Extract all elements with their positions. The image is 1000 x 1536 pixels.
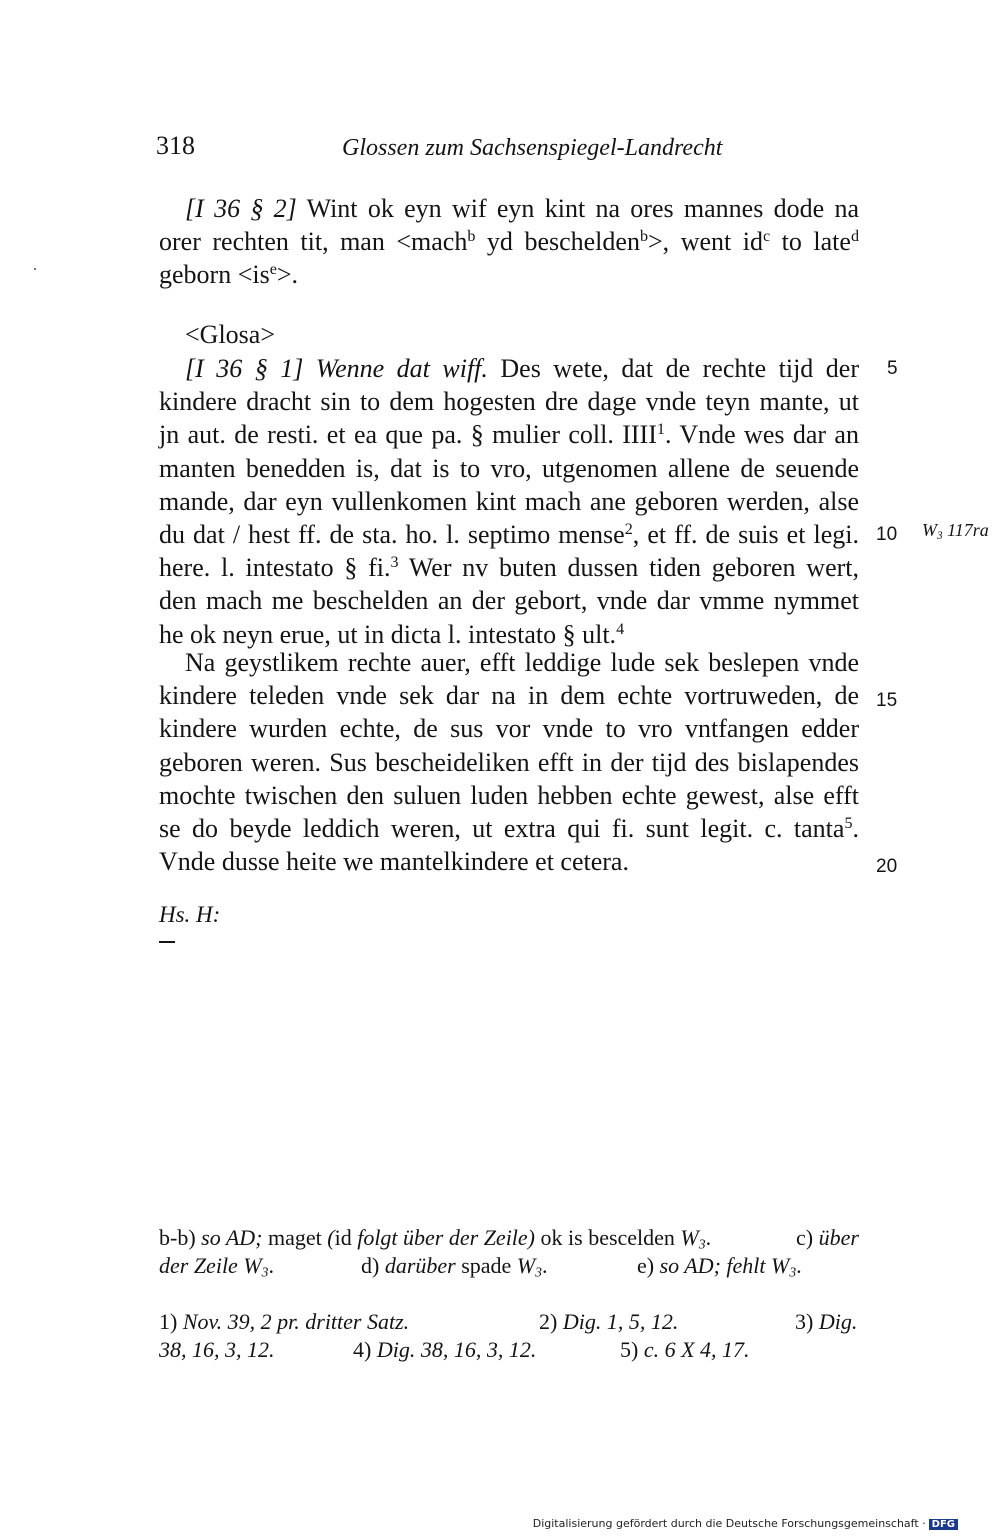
- line-number: 20: [876, 856, 898, 877]
- apparatus-mark: e: [269, 261, 277, 279]
- lemma-paragraph: [159, 192, 859, 292]
- digitization-credit: Digitalisierung gefördert durch die Deutsche Forschungsgemeinschaft · DFG: [533, 1517, 958, 1530]
- gloss-line: [I 36 § 1] Wenne dat wiff. Des wete, dat de rechte tijd der: [185, 354, 859, 383]
- glosa-heading-block: [159, 318, 859, 351]
- apparatus-mark: b: [639, 228, 649, 246]
- lemma-line: [I 36 § 2] Wint ok eyn wif eyn kint na ores mannes dode na: [185, 194, 859, 223]
- gloss-line: manten benedden is, dat is to vro, utgenomen allene de seuende: [159, 453, 859, 483]
- gloss-paragraph-2: [159, 646, 859, 878]
- footnote-ref: 3: [390, 554, 399, 572]
- gloss-reference: [I 36 § 1]: [185, 354, 304, 383]
- footnote-ref: 5: [844, 815, 853, 833]
- lemma-line: orer rechten tit, man <mach$^b$ yd beschelden$^b$>, went $id^c$ to late$^d$: [159, 227, 859, 257]
- gloss-line: mochte twischen den suluen luden hebben echte gewest, alse efft: [159, 780, 859, 810]
- apparatus-mark: c: [762, 228, 771, 246]
- gloss-line: jn aut. de resti. et ea que pa. § mulier coll. IIII$^1$. Vnde wes dar an: [159, 420, 859, 450]
- gloss-line: se do beyde leddich weren, ut extra qui fi. sunt legit. c. tanta$^5$.: [159, 814, 859, 844]
- gloss-paragraph: [159, 352, 859, 651]
- gloss-line: Vnde dusse heite we mantelkindere et cetera.: [159, 847, 629, 877]
- dash-rule: [159, 941, 175, 943]
- gloss-line: kindere teleden vnde sek dar na in dem echte vortruweden, de: [159, 681, 859, 711]
- glosa-heading: <Glosa>: [185, 320, 275, 349]
- footnote-ref: 2: [624, 521, 633, 539]
- line-number: 10: [876, 524, 898, 545]
- margin-folio-note: $W_3$ 117ra: [922, 520, 989, 542]
- gloss-line: kindere wurden echte, de sus vor vnde to vro vntfangen edder: [159, 714, 859, 744]
- page-number: 318: [156, 131, 195, 160]
- manuscript-label: Hs. H:: [159, 902, 221, 927]
- scan-speck: [34, 268, 36, 270]
- gloss-line: geboren weren. Sus bescheideliken efft in der tijd des bislapendes: [159, 747, 859, 777]
- gloss-lemma: Wenne dat wiff.: [315, 354, 488, 383]
- lemma-reference: [I 36 § 2]: [185, 194, 297, 223]
- gloss-line: kindere dracht sin to dem hogesten dre dage vnde teyn mante, ut: [159, 387, 859, 417]
- lemma-line: geborn $<is^e>$.: [159, 260, 299, 290]
- apparatus-mark: b: [467, 228, 476, 246]
- gloss-line: here. l. intestato § fi.$^3$ Wer nv buten dussen tiden geboren wert,: [159, 553, 860, 583]
- line-number: 15: [876, 690, 898, 711]
- footnote-ref: 4: [616, 620, 625, 638]
- line-number: 5: [887, 358, 898, 379]
- gloss-line: Na geystlikem rechte auer, efft leddige lude sek beslepen vnde: [185, 648, 859, 677]
- apparatus-mark: d: [850, 228, 859, 246]
- gloss-line: he ok neyn erue, ut in dicta l. intestato § ult.$^4$: [159, 619, 625, 649]
- gloss-line: du dat / hest ff. de sta. ho. l. septimo mense$^2$, et ff. de suis et legi.: [159, 520, 859, 550]
- dfg-logo: DFG: [929, 1519, 958, 1530]
- running-title: Glossen zum Sachsenspiegel-Landrecht: [342, 135, 723, 161]
- footnote-ref: 1: [656, 421, 665, 439]
- gloss-line: mande, dar eyn vullenkomen kint mach ane geboren werden, alse: [159, 486, 859, 516]
- gloss-line: den mach me beschelden an der gebort, vnde dar vmme nymmet: [159, 586, 859, 616]
